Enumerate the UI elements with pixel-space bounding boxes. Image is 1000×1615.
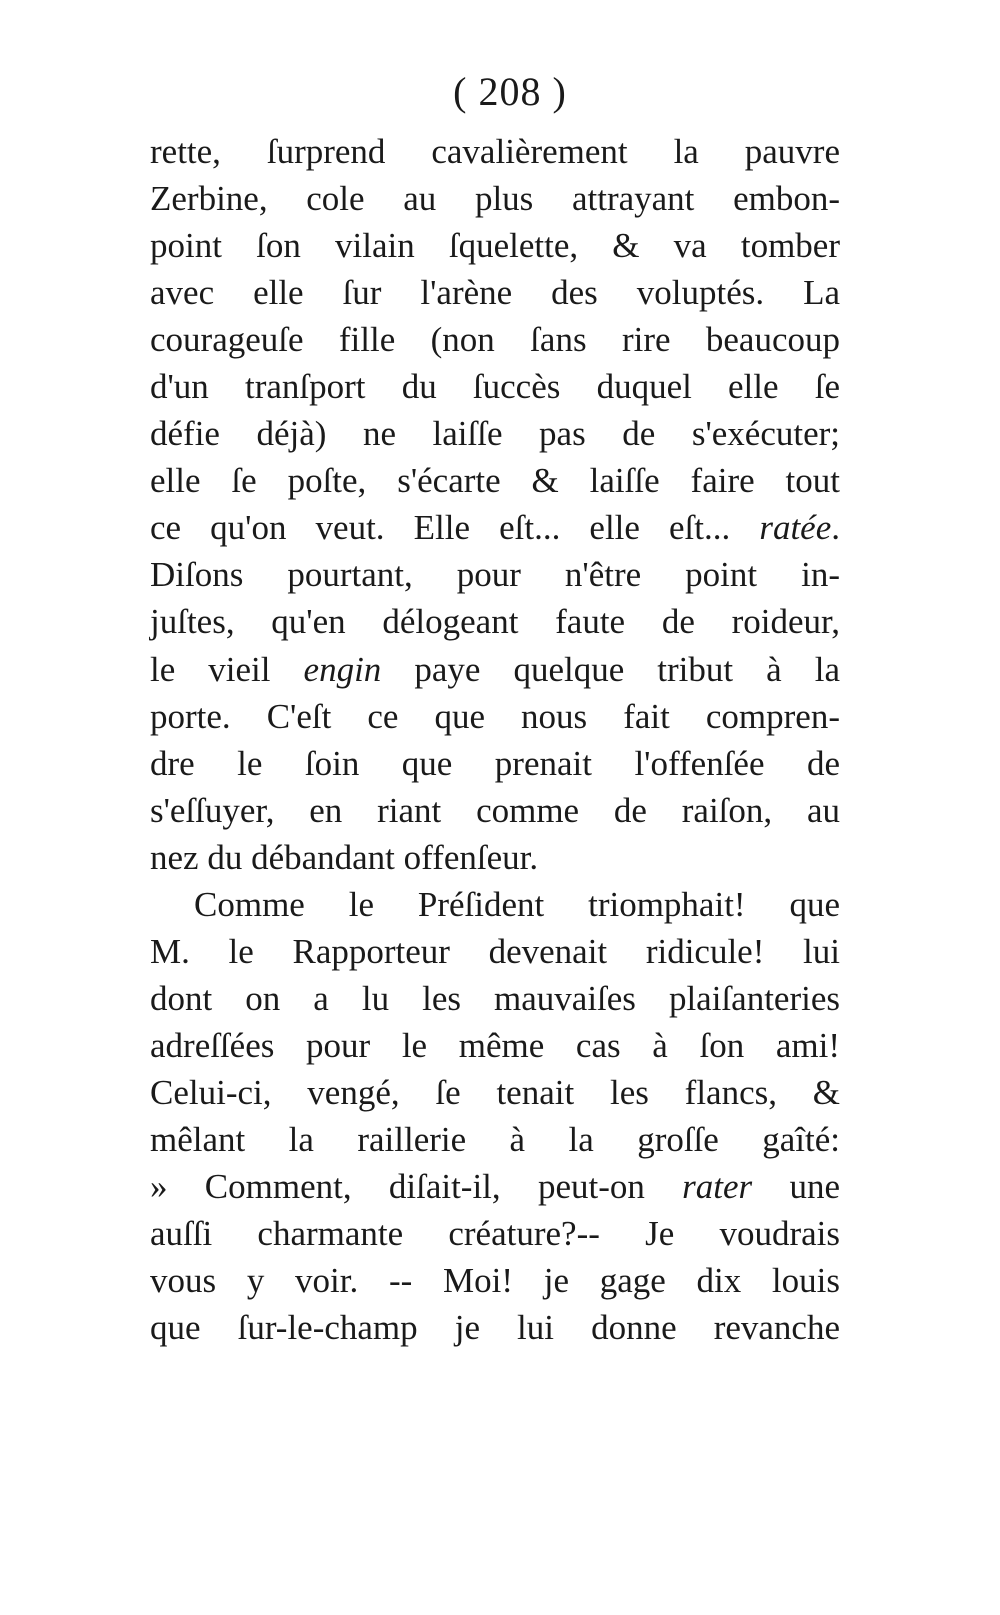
- text-line: que ſur-le-champ je lui donne revanche: [150, 1308, 840, 1348]
- text-line: ce qu'on veut. Elle eſt... elle eſt... ratée.: [150, 508, 840, 548]
- text-line: courageuſe fille (non ſans rire beaucoup: [150, 320, 840, 360]
- text-line: rette, ſurprend cavalièrement la pauvre: [150, 132, 840, 171]
- text-line: d'un tranſport du ſuccès duquel elle ſe: [150, 367, 840, 407]
- text-line: porte. C'eſt ce que nous fait compren-: [150, 696, 840, 736]
- text-line: vous y voir. -- Moi! je gage dix louis: [150, 1261, 840, 1301]
- text-line: » Comment, diſait-il, peut-on rater une: [150, 1167, 840, 1207]
- text-line: adreſſées pour le même cas à ſon ami!: [150, 1025, 840, 1065]
- text-line: auſſi charmante créature?-- Je voudrais: [150, 1214, 840, 1254]
- text-line: Comme le Préſident triomphait! que: [194, 884, 840, 924]
- text-line: nez du débandant offenſeur.: [150, 837, 539, 877]
- text-line: défie déjà) ne laiſſe pas de s'exécuter;: [150, 414, 840, 454]
- text-line: avec elle ſur l'arène des voluptés. La: [150, 273, 840, 313]
- text-line: point ſon vilain ſquelette, & va tomber: [150, 226, 840, 266]
- text-line: dre le ſoin que prenait l'offenſée de: [150, 743, 840, 783]
- text-line: M. le Rapporteur devenait ridicule! lui: [150, 931, 840, 971]
- page-number: ( 208 ): [453, 69, 567, 114]
- text-line: Zerbine, cole au plus attrayant embon-: [150, 179, 840, 219]
- paragraph: [150, 881, 840, 1351]
- paragraph: [150, 128, 840, 881]
- text-line: Celui-ci, vengé, ſe tenait les flancs, &: [150, 1072, 840, 1112]
- text-line: elle ſe poſte, s'écarte & laiſſe faire tout: [150, 461, 840, 501]
- text-line: juſtes, qu'en délogeant faute de roideur,: [150, 602, 840, 642]
- text-line: dont on a lu les mauvaiſes plaiſanteries: [150, 978, 840, 1018]
- text-line: s'eſſuyer, en riant comme de raiſon, au: [150, 790, 840, 830]
- text-line: Diſons pourtant, pour n'être point in-: [150, 555, 840, 595]
- body-text: [150, 128, 840, 1351]
- text-line: le vieil engin paye quelque tribut à la: [150, 649, 840, 689]
- text-line: mêlant la raillerie à la groſſe gaîté:: [150, 1119, 840, 1159]
